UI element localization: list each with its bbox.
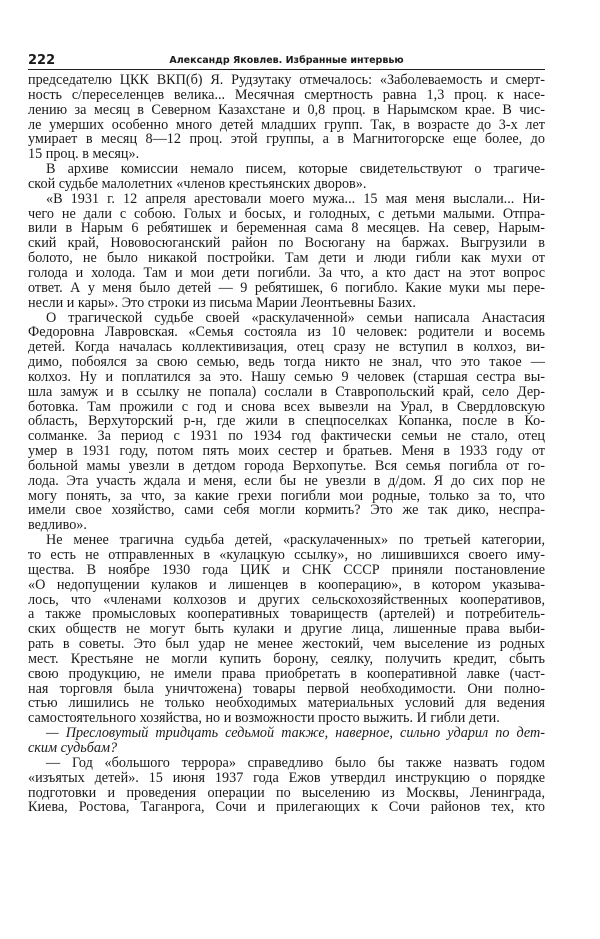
text-line: Федоровна Лавровская. «Семья состояла из 10 человек: родители и восемь: [28, 324, 545, 341]
text-line: ответ. А у меня было детей — 9 ребятишек, 6 погибло. Какие муки мы пере-: [28, 279, 545, 296]
text-line: ведливо».: [28, 517, 87, 534]
running-header: [28, 53, 545, 70]
text-line: колхоз. Ну и поплатился за это. Нашу семью 9 человек (старшая сестра вы-: [28, 368, 545, 385]
text-line: лось, что «членами колхозов и других сельскохозяйственных кооперативов,: [28, 591, 545, 608]
text-line: ная торговля была уничтожена) товары первой необходимости. Они полно-: [28, 680, 545, 697]
text-line: «изъятых детей». 15 июня 1937 года Ежов утвердил инструкцию о порядке: [28, 769, 545, 786]
text-line: голода и холода. Там и мои дети погибли. За что, а кто даст на этот вопрос: [28, 264, 545, 281]
text-line: стью лишились не только необходимых материальных условий для ведения: [28, 695, 545, 712]
text-line: умирает в месяц 8—12 проц. этой группы, а в Магнитогорске еще более, до: [28, 131, 545, 148]
running-title: Александр Яковлев. Избранные интервью: [169, 55, 404, 66]
text-line: ским судьбам?: [28, 739, 118, 756]
text-line: умер в 1931 году, потом пять моих сестер и братьев. Меня в 1933 году от: [28, 443, 545, 460]
text-line: рать в советы. Это был удар не менее жестокий, чем выселение из родных: [28, 636, 545, 653]
text-line: ский край, Нововосюганский район по Восюгану на баржах. Выгрузили в: [28, 235, 545, 252]
text-line: солманке. За период с 1931 по 1934 год фактически семьи не стало, отец: [28, 428, 545, 445]
text-line: Не менее трагична судьба детей, «раскулаченных» по третьей категории,: [46, 532, 545, 549]
text-line: лению за месяц в Северном Казахстане и 0,8 проц. в Нарымском крае. В чис-: [28, 101, 545, 118]
text-line: — Год «большого террора» справедливо было бы также назвать годом: [46, 754, 545, 771]
text-line: подготовки и проведения операции по выселению из Москвы, Ленинграда,: [28, 784, 545, 801]
text-line: имели свое хозяйство, сами себя могли кормить? Это же так дико, неспра-: [28, 502, 545, 519]
text-line: детей. Когда началась коллективизация, отец сразу не вступил в колхоз, ви-: [28, 339, 545, 356]
paragraph: [28, 192, 545, 311]
text-line: Киева, Ростова, Таганрога, Сочи и прилегающих к Сочи районов тех, кто: [28, 799, 545, 816]
text-line: 15 проц. в месяц».: [28, 146, 140, 163]
interview-question: [28, 726, 545, 756]
text-line: шла замуж и в ссылку не попала) сослали в Ставропольский край, село Дер-: [28, 383, 545, 400]
text-line: ле умерших особенно много детей младших групп. Так, в возрасте до 3-х лет: [28, 116, 545, 133]
text-line: лода. Эта участь ждала и меня, если бы не увезли в д/дом. Я до сих пор не: [28, 472, 545, 489]
text-line: ность с/переселенцев велика... Месячная смертность равна 1,3 проц. к насе-: [28, 86, 545, 103]
text-line: могу понять, за что, за какие грехи погибли мои родные, только за то, что: [28, 487, 545, 504]
text-line: свою продукцию, не имели права приобретать в кооперативной лавке (част-: [28, 665, 545, 682]
text-line: председателю ЦКК ВКП(б) Я. Рудзутаку отмечалось: «Заболеваемость и смерт-: [28, 72, 545, 88]
text-line: мест. Крестьяне не могли купить борону, сеялку, получить кредит, сбыть: [28, 650, 545, 667]
text-line: чего не дали с собою. Голых и босых, и голодных, с детьми малыми. Отпра-: [28, 205, 545, 222]
text-line: щества. В ноябре 1930 года ЦИК и СНК СССР приняли постановление: [28, 561, 545, 578]
text-line: ской судьбе малолетних «членов крестьянских дворов».: [28, 175, 367, 192]
text-line: «О недопущении кулаков и лишенцев в кооперацию», в котором указыва-: [28, 576, 545, 593]
text-line: — Пресловутый тридцать седьмой также, наверное, сильно ударил по дет-: [46, 725, 545, 742]
text-line: то есть не отправленных в «кулацкую ссылку», но лишившихся своего иму-: [28, 547, 545, 563]
text-line: димо, побоялся за свою семью, ведь тогда никто не знал, что это такое —: [28, 354, 545, 371]
text-line: ботовка. Там прожили с год и снова всех вывезли на Урал, в Свердловскую: [28, 398, 545, 415]
text-line: вили в Нарым 6 ребятишек и беременная сама 8 месяцев. На север, Нарым-: [28, 220, 545, 237]
text-line: несли и кары». Это строки из письма Марии Леонтьевны Базих.: [28, 294, 416, 311]
paragraph: [28, 162, 545, 192]
paragraph: [28, 533, 545, 726]
text-line: В архиве комиссии немало писем, которые свидетельствуют о трагиче-: [46, 161, 545, 178]
text-line: самостоятельного хозяйства, но и возможности просто выжить. И гибли дети.: [28, 710, 500, 727]
text-line: ских обществ не могут быть кулаки и другие лица, лишенные права выби-: [28, 621, 545, 638]
paragraph: [28, 73, 545, 162]
text-line: а также промысловых кооперативных товариществ (артелей) и потребитель-: [28, 606, 545, 623]
text-line: «В 1931 г. 12 апреля арестовали моего мужа... 15 мая меня выслали... Ни-: [46, 190, 545, 207]
page-number: 222: [28, 53, 56, 68]
text-line: О трагической судьбе своей «раскулаченной» семьи написала Анастасия: [46, 309, 545, 326]
text-line: область, Верхуторский р-н, где жили в спецпоселках Копанка, после в Ко-: [28, 413, 545, 430]
paragraph: [28, 756, 545, 815]
body-text: [28, 73, 545, 815]
text-line: больной мамы увезли в детдом города Верхопутье. Вся семья погибла от го-: [28, 457, 545, 474]
paragraph: [28, 311, 545, 534]
text-line: болото, не было никакой постройки. Там дети и люди гибли как мухи от: [28, 250, 545, 267]
